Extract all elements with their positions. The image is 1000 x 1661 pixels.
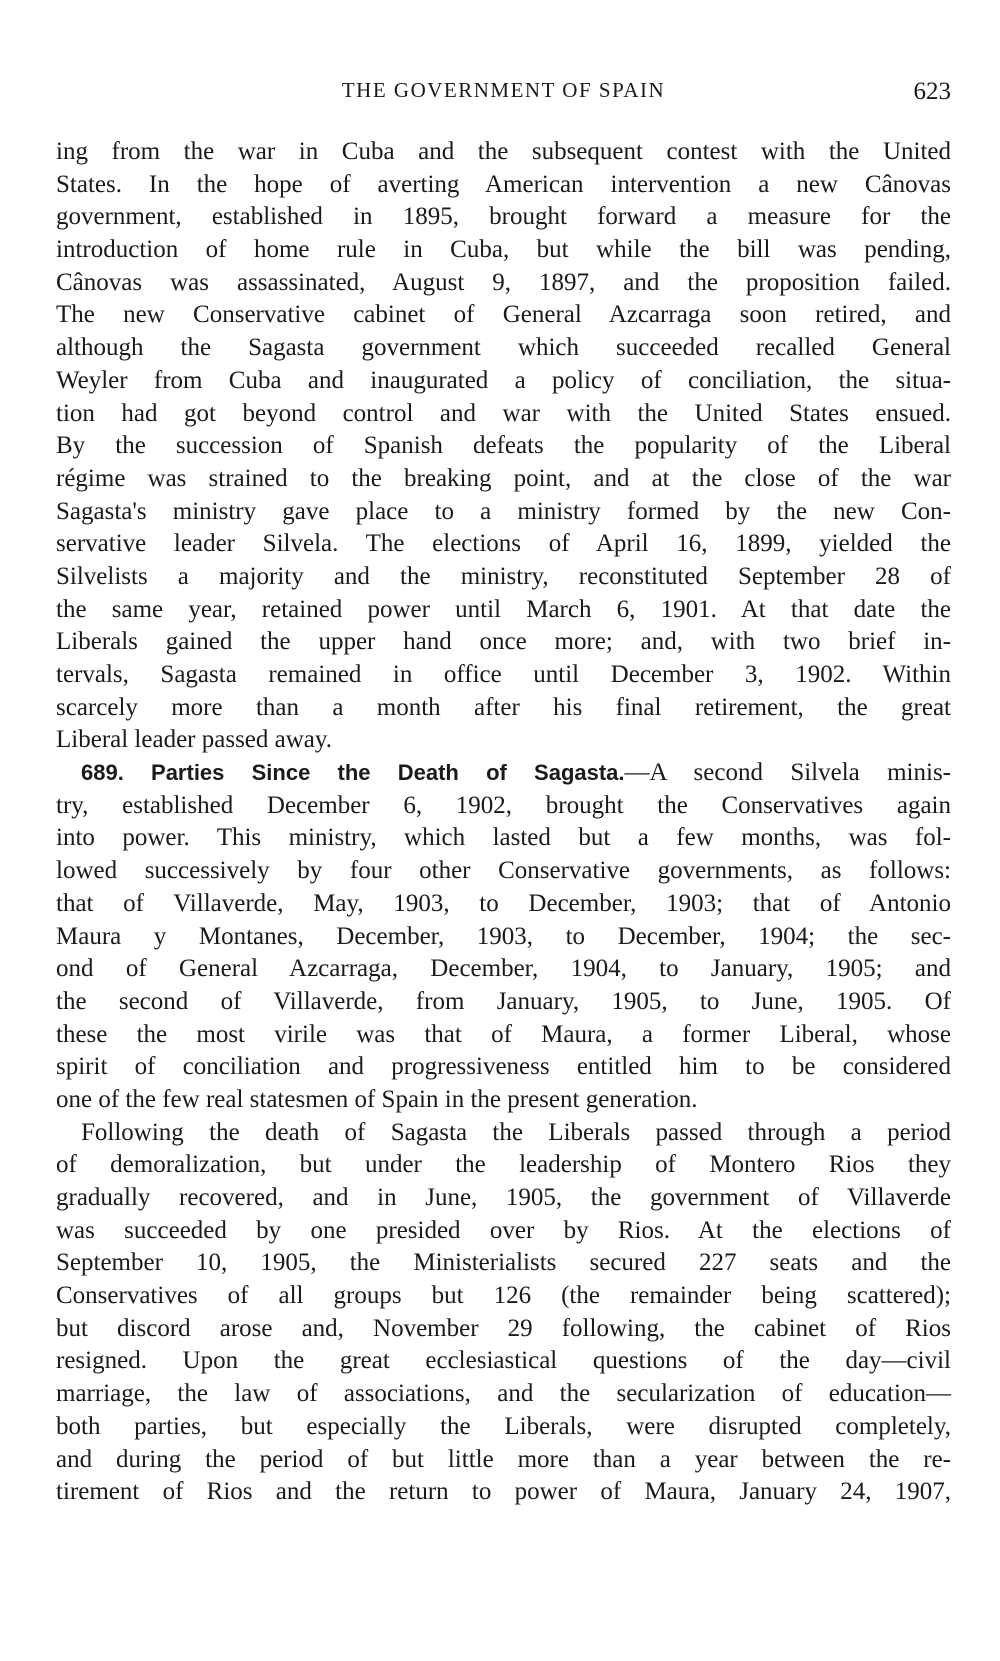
text-line: one of the few real statesmen of Spain in the present generation. bbox=[56, 1085, 698, 1113]
text-line: Liberals gained the upper hand once more; and, with two brief in- bbox=[56, 628, 951, 656]
text-line: Maura y Montanes, December, 1903, to December, 1904; the sec- bbox=[56, 922, 951, 950]
text-line: tirement of Rios and the return to power of Maura, January 24, 1907, bbox=[56, 1478, 951, 1506]
text-line: introduction of home rule in Cuba, but while the bill was pending, bbox=[56, 236, 951, 264]
text-line: Weyler from Cuba and inaugurated a policy of conciliation, the situa- bbox=[56, 366, 951, 394]
text-line: tervals, Sagasta remained in office until December 3, 1902. Within bbox=[56, 661, 951, 688]
text-line: Cânovas was assassinated, August 9, 1897, and the proposition failed. bbox=[56, 268, 951, 296]
text-line: was succeeded by one presided over by Rios. At the elections of bbox=[56, 1216, 951, 1244]
text-line: government, established in 1895, brought forward a measure for the bbox=[56, 203, 951, 231]
text-line: tion had got beyond control and war with the United States ensued. bbox=[56, 399, 951, 427]
text-line: scarcely more than a month after his final retirement, the great bbox=[56, 693, 951, 721]
text-line: The new Conservative cabinet of General Azcarraga soon retired, and bbox=[56, 301, 951, 329]
body-text bbox=[56, 136, 951, 1509]
text-line: States. In the hope of averting American intervention a new Cânovas bbox=[56, 170, 951, 198]
text-line: the same year, retained power until March 6, 1901. At that date the bbox=[56, 595, 951, 623]
text-line: into power. This ministry, which lasted but a few months, was fol- bbox=[56, 824, 951, 852]
section-first-line bbox=[56, 757, 951, 790]
text-line: marriage, the law of associations, and the secularization of education— bbox=[56, 1380, 951, 1408]
page-header bbox=[56, 78, 951, 108]
text-line: gradually recovered, and in June, 1905, the government of Villaverde bbox=[56, 1184, 951, 1211]
text-line: Following the death of Sagasta the Liberals passed through a period bbox=[81, 1118, 951, 1146]
text-line: but discord arose and, November 29 following, the cabinet of Rios bbox=[56, 1314, 951, 1342]
running-head: THE GOVERNMENT OF SPAIN bbox=[341, 78, 666, 102]
text-line: and during the period of but little more than a year between the re- bbox=[56, 1445, 951, 1473]
text-line: try, established December 6, 1902, brought the Conservatives again bbox=[56, 791, 951, 819]
text-line: servative leader Silvela. The elections of April 16, 1899, yielded the bbox=[56, 530, 951, 558]
text-line: Conservatives of all groups but 126 (the remainder being scattered); bbox=[56, 1282, 951, 1310]
text-line: spirit of conciliation and progressiveness entitled him to be considered bbox=[56, 1053, 951, 1081]
text-line: ond of General Azcarraga, December, 1904, to January, 1905; and bbox=[56, 955, 951, 983]
section-heading-rest: —A second Silvela minis- bbox=[624, 759, 951, 787]
text-line: By the succession of Spanish defeats the popularity of the Liberal bbox=[56, 432, 951, 460]
text-line: that of Villaverde, May, 1903, to December, 1903; that of Antonio bbox=[56, 889, 951, 917]
text-line: régime was strained to the breaking point, and at the close of the war bbox=[56, 464, 951, 492]
text-line: Silvelists a majority and the ministry, reconstituted September 28 of bbox=[56, 562, 951, 590]
text-line: Sagasta's ministry gave place to a ministry formed by the new Con- bbox=[56, 497, 951, 525]
text-line: ing from the war in Cuba and the subsequent contest with the United bbox=[56, 138, 951, 165]
section-heading: 689. Parties Since the Death of Sagasta. bbox=[81, 760, 625, 786]
text-line: resigned. Upon the great ecclesiastical questions of the day—civil bbox=[56, 1347, 951, 1375]
text-line: these the most virile was that of Maura, a former Liberal, whose bbox=[56, 1020, 951, 1048]
text-line: both parties, but especially the Liberals, were disrupted completely, bbox=[56, 1412, 951, 1440]
text-line: the second of Villaverde, from January, 1905, to June, 1905. Of bbox=[56, 987, 951, 1015]
text-line: although the Sagasta government which succeeded recalled General bbox=[56, 334, 951, 362]
text-line: lowed successively by four other Conservative governments, as follows: bbox=[56, 857, 951, 885]
text-line: of demoralization, but under the leadership of Montero Rios they bbox=[56, 1151, 951, 1179]
page-number: 623 bbox=[913, 78, 951, 105]
text-line: September 10, 1905, the Ministerialists secured 227 seats and the bbox=[56, 1249, 951, 1277]
text-line: Liberal leader passed away. bbox=[56, 726, 333, 754]
